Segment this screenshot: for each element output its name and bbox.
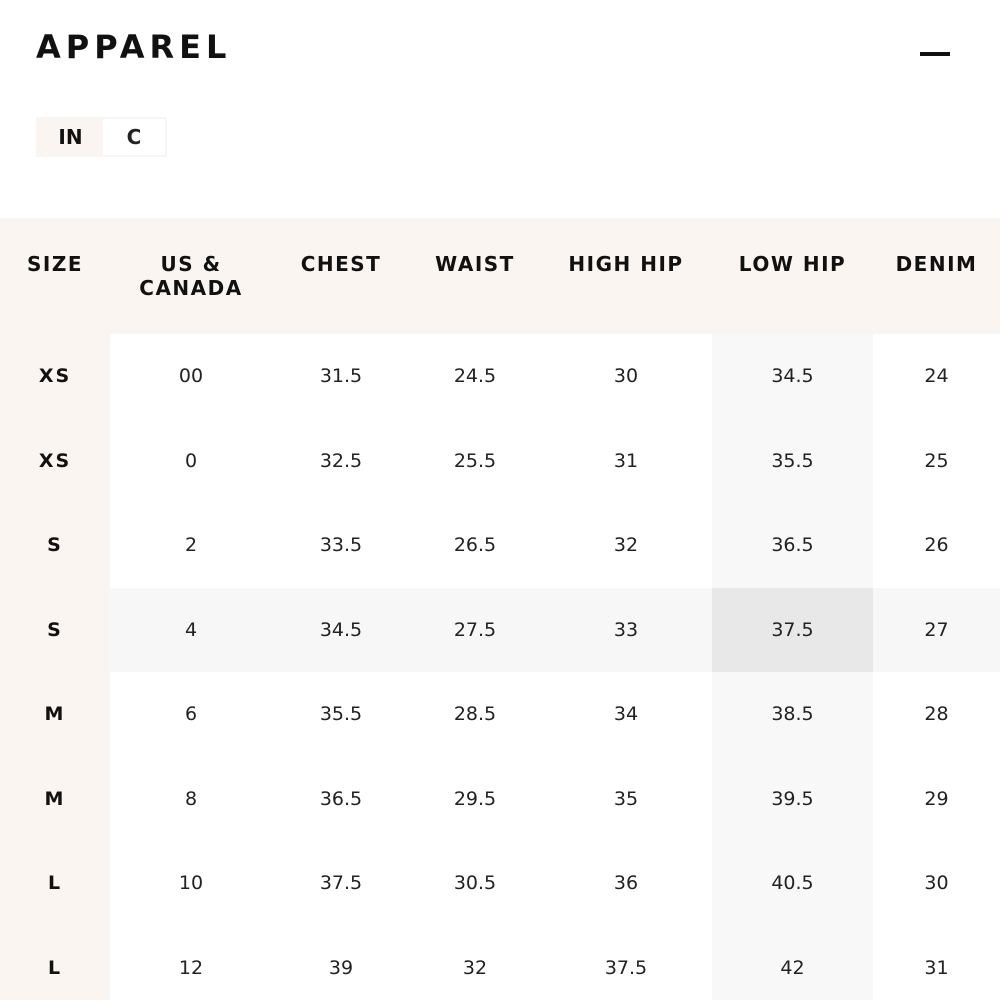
size-chart bbox=[0, 218, 1000, 1000]
cell-waist: 30.5 bbox=[453, 872, 497, 895]
cell-chest: 31.5 bbox=[319, 365, 363, 388]
cell-waist: 32 bbox=[462, 956, 488, 979]
cell-us-canada: 00 bbox=[178, 365, 204, 388]
cell-us-canada: 2 bbox=[184, 534, 198, 557]
cell-us-canada: 4 bbox=[110, 588, 272, 673]
cell-denim: 29 bbox=[924, 787, 949, 810]
cell-size: L bbox=[0, 926, 110, 1000]
cell-low-hip: 42 bbox=[712, 926, 873, 1000]
cell-size: M bbox=[0, 757, 110, 842]
table-header-row bbox=[0, 218, 1000, 334]
cell-high-hip: 36 bbox=[613, 872, 639, 895]
cell-chest: 32.5 bbox=[319, 449, 363, 472]
cell-high-hip: 30 bbox=[613, 365, 639, 388]
cell-waist: 27.5 bbox=[410, 588, 540, 673]
column-header-low-hip: LOW HIP bbox=[712, 218, 873, 334]
cell-low-hip: 37.5 bbox=[712, 588, 873, 673]
table-row bbox=[0, 334, 1000, 419]
cell-us-canada: 12 bbox=[178, 956, 204, 979]
header-text: US & CANADA bbox=[139, 252, 243, 300]
cell-size: L bbox=[0, 841, 110, 926]
cell-us-canada: 10 bbox=[178, 872, 204, 895]
minus-icon bbox=[920, 52, 950, 56]
cell-us-canada: 6 bbox=[184, 703, 198, 726]
cell-denim: 31 bbox=[924, 956, 949, 979]
column-header-waist: WAIST bbox=[410, 218, 540, 334]
table-row bbox=[0, 588, 1000, 673]
cell-chest: 39 bbox=[328, 956, 354, 979]
cell-high-hip: 34 bbox=[613, 703, 639, 726]
cell-high-hip: 35 bbox=[613, 787, 639, 810]
cell-denim: 27 bbox=[873, 588, 1000, 673]
cell-denim: 24 bbox=[924, 365, 949, 388]
table-row bbox=[0, 672, 1000, 757]
cell-waist: 25.5 bbox=[453, 449, 497, 472]
cell-high-hip: 33 bbox=[540, 588, 712, 673]
cell-denim: 26 bbox=[924, 534, 949, 557]
unit-inches-button[interactable]: IN bbox=[38, 119, 103, 155]
cell-waist: 24.5 bbox=[453, 365, 497, 388]
cell-high-hip: 31 bbox=[613, 449, 639, 472]
table-row bbox=[0, 757, 1000, 842]
cell-size: S bbox=[0, 503, 110, 588]
table-row bbox=[0, 926, 1000, 1000]
cell-low-hip: 39.5 bbox=[712, 757, 873, 842]
cell-size: S bbox=[0, 588, 110, 673]
cell-us-canada: 8 bbox=[184, 787, 198, 810]
cell-size: M bbox=[0, 672, 110, 757]
cell-chest: 37.5 bbox=[319, 872, 363, 895]
unit-centimeters-button[interactable]: C bbox=[103, 119, 165, 155]
cell-chest: 35.5 bbox=[319, 703, 363, 726]
cell-chest: 36.5 bbox=[319, 787, 363, 810]
table-row bbox=[0, 841, 1000, 926]
column-header-denim: DENIM bbox=[873, 218, 1000, 334]
cell-high-hip: 37.5 bbox=[604, 956, 648, 979]
cell-waist: 29.5 bbox=[453, 787, 497, 810]
cell-waist: 26.5 bbox=[453, 534, 497, 557]
table-row bbox=[0, 503, 1000, 588]
cell-denim: 30 bbox=[924, 872, 949, 895]
cell-denim: 28 bbox=[924, 703, 949, 726]
column-header-high-hip: HIGH HIP bbox=[540, 218, 712, 334]
collapse-button[interactable] bbox=[912, 38, 958, 72]
table-row bbox=[0, 419, 1000, 504]
column-header-us-canada bbox=[110, 218, 272, 334]
section-title: APPAREL bbox=[36, 28, 232, 66]
cell-waist: 28.5 bbox=[453, 703, 497, 726]
unit-toggle bbox=[36, 117, 167, 157]
cell-low-hip: 35.5 bbox=[712, 419, 873, 504]
cell-high-hip: 32 bbox=[613, 534, 639, 557]
column-header-size: SIZE bbox=[0, 218, 110, 334]
table-body bbox=[0, 334, 1000, 1000]
size-table bbox=[0, 218, 1000, 1000]
cell-chest: 34.5 bbox=[272, 588, 410, 673]
cell-denim: 25 bbox=[924, 449, 949, 472]
column-header-chest: CHEST bbox=[272, 218, 410, 334]
cell-low-hip: 36.5 bbox=[712, 503, 873, 588]
cell-us-canada: 0 bbox=[184, 449, 198, 472]
cell-low-hip: 34.5 bbox=[712, 334, 873, 419]
cell-size: XS bbox=[0, 334, 110, 419]
cell-chest: 33.5 bbox=[319, 534, 363, 557]
cell-low-hip: 38.5 bbox=[712, 672, 873, 757]
cell-size: XS bbox=[0, 419, 110, 504]
cell-low-hip: 40.5 bbox=[712, 841, 873, 926]
